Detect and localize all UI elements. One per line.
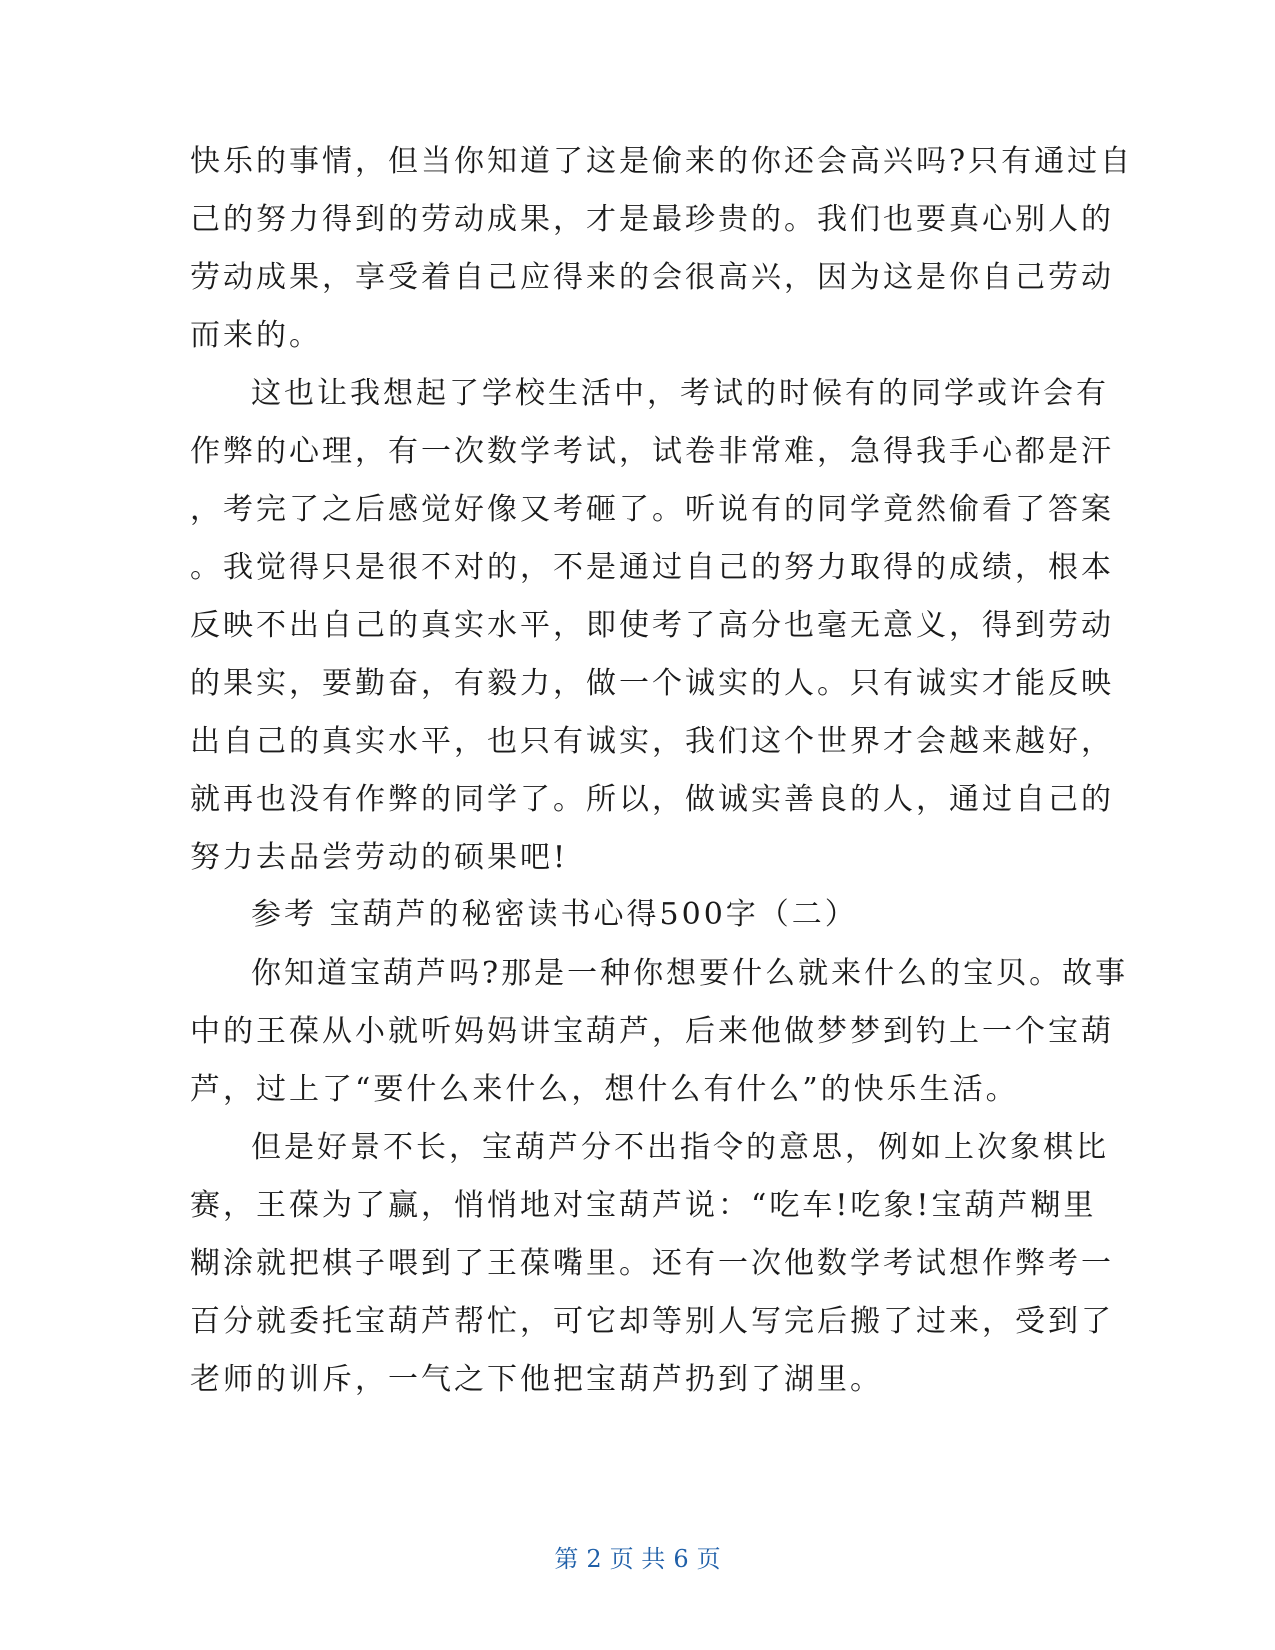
text-line: 中的王葆从小就听妈妈讲宝葫芦，后来他做梦梦到钓上一个宝葫 (190, 1014, 1114, 1049)
text-line: 快乐的事情，但当你知道了这是偷来的你还会高兴吗?只有通过自 (190, 144, 1134, 179)
text-line: 出自己的真实水平，也只有诚实，我们这个世界才会越来越好， (190, 724, 1114, 759)
total-pages-number: 6 (673, 1545, 689, 1573)
text-line: 糊涂就把棋子喂到了王葆嘴里。还有一次他数学考试想作弊考一 (190, 1246, 1114, 1281)
text-line: ，考完了之后感觉好像又考砸了。听说有的同学竟然偷看了答案 (190, 492, 1114, 527)
text-line: 就再也没有作弊的同学了。所以，做诚实善良的人，通过自己的 (190, 782, 1114, 817)
text-line: 劳动成果，享受着自己应得来的会很高兴，因为这是你自己劳动 (190, 260, 1114, 295)
text-line: 。我觉得只是很不对的，不是通过自己的努力取得的成绩，根本 (190, 550, 1114, 585)
page-footer (0, 1544, 1275, 1574)
text-line: 的果实，要勤奋，有毅力，做一个诚实的人。只有诚实才能反映 (190, 666, 1114, 701)
text-line: 努力去品尝劳动的硕果吧! (190, 840, 569, 875)
footer-middle: 页 共 (609, 1545, 666, 1573)
paragraph-first-line: 你知道宝葫芦吗?那是一种你想要什么就来什么的宝贝。故事 (251, 956, 1129, 991)
text-line: 芦，过上了“要什么来什么，想什么有什么”的快乐生活。 (190, 1072, 1019, 1107)
text-line: 老师的训斥，一气之下他把宝葫芦扔到了湖里。 (190, 1362, 883, 1397)
section-heading: 参考 宝葫芦的秘密读书心得500字（二） (251, 897, 858, 932)
text-line: 而来的。 (190, 318, 322, 353)
footer-suffix: 页 (696, 1545, 721, 1573)
text-line: 己的努力得到的劳动成果，才是最珍贵的。我们也要真心别人的 (190, 202, 1114, 237)
text-line: 反映不出自己的真实水平，即使考了高分也毫无意义，得到劳动 (190, 608, 1114, 643)
text-line: 作弊的心理，有一次数学考试，试卷非常难，急得我手心都是汗 (190, 434, 1114, 469)
footer-prefix: 第 (554, 1545, 579, 1573)
current-page-number: 2 (586, 1545, 602, 1573)
text-line: 百分就委托宝葫芦帮忙，可它却等别人写完后搬了过来，受到了 (190, 1304, 1114, 1339)
text-line: 赛，王葆为了赢，悄悄地对宝葫芦说：“吃车!吃象!宝葫芦糊里 (190, 1188, 1097, 1223)
paragraph-first-line: 但是好景不长，宝葫芦分不出指令的意思，例如上次象棋比 (251, 1130, 1109, 1165)
paragraph-first-line: 这也让我想起了学校生活中，考试的时候有的同学或许会有 (251, 376, 1109, 411)
